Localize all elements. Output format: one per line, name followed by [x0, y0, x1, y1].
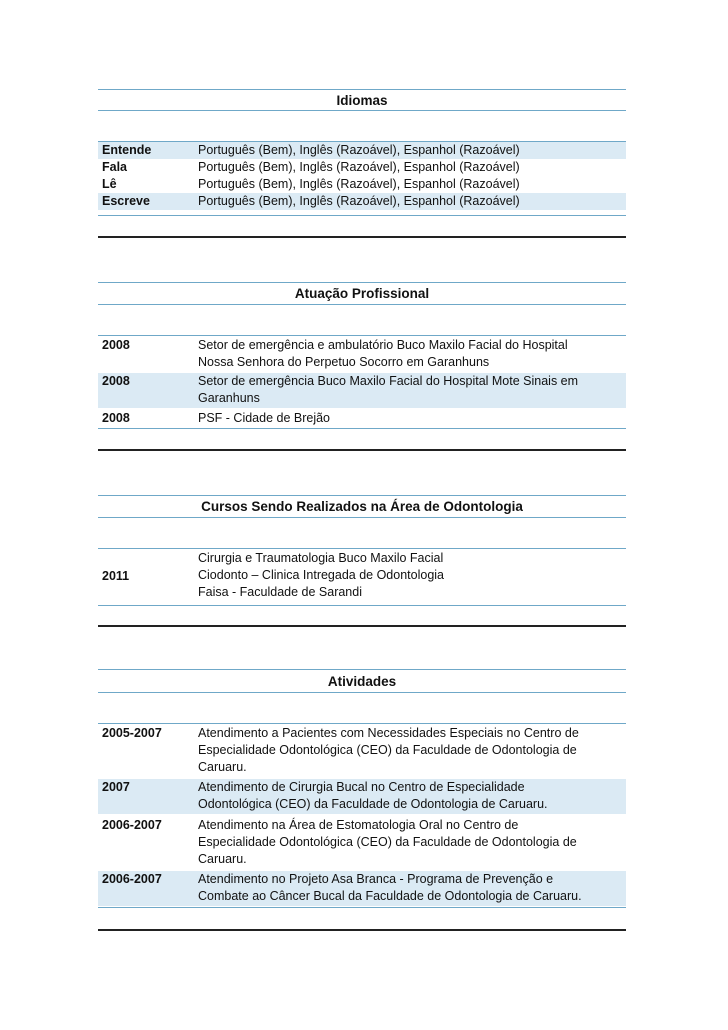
row-value: Português (Bem), Inglês (Razoável), Espanhol (Razoável) [198, 160, 520, 174]
table-row [98, 779, 626, 814]
section-atuacao [98, 278, 626, 454]
table-row [98, 142, 626, 159]
row-label: Escreve [102, 194, 150, 208]
row-line: Caruaru. [198, 760, 247, 774]
row-year: 2008 [102, 374, 130, 388]
table-row [98, 871, 626, 906]
section-title: Atuação Profissional [294, 286, 430, 301]
section-divider [98, 625, 626, 627]
table-row [98, 159, 626, 176]
section-cursos [98, 490, 626, 630]
rule [98, 495, 626, 496]
row-year: 2005-2007 [102, 726, 162, 740]
table-row [98, 373, 626, 408]
row-label: Lê [102, 177, 117, 191]
course-line: Cirurgia e Traumatologia Buco Maxilo Facial [198, 551, 444, 565]
row-line: Especialidade Odontológica (CEO) da Faculdade de Odontologia de [198, 835, 577, 849]
rule [98, 110, 626, 111]
course-line: Ciodonto – Clinica Intregada de Odontologia [198, 568, 445, 582]
rule [98, 282, 626, 283]
course-line: Faisa - Faculdade de Sarandi [198, 585, 362, 599]
table-row [98, 550, 626, 604]
row-value: Português (Bem), Inglês (Razoável), Espanhol (Razoável) [198, 143, 520, 157]
row-line: Especialidade Odontológica (CEO) da Faculdade de Odontologia de [198, 743, 577, 757]
rule [98, 215, 626, 216]
section-title: Idiomas [336, 93, 388, 108]
row-line: Combate ao Câncer Bucal da Faculdade de Odontologia de Caruaru. [198, 889, 582, 903]
row-line: Atendimento na Área de Estomatologia Oral no Centro de [198, 818, 519, 832]
table-row [98, 337, 626, 373]
table-row [98, 176, 626, 193]
row-year: 2011 [102, 569, 130, 583]
row-year: 2008 [102, 338, 130, 352]
row-line: Caruaru. [198, 852, 247, 866]
rule [98, 548, 626, 549]
row-year: 2007 [102, 780, 130, 794]
section-atividades [98, 664, 626, 934]
rule [98, 605, 626, 606]
row-year: 2006-2007 [102, 818, 162, 832]
row-label: Fala [102, 160, 128, 174]
rule [98, 428, 626, 429]
table-row [98, 193, 626, 210]
row-label: Entende [102, 143, 152, 157]
rule [98, 335, 626, 336]
row-year: 2008 [102, 411, 130, 425]
rule [98, 517, 626, 518]
table-row [98, 410, 626, 427]
row-line: Atendimento a Pacientes com Necessidades Especiais no Centro de [198, 726, 579, 740]
row-value: Português (Bem), Inglês (Razoável), Espanhol (Razoável) [198, 177, 520, 191]
rule [98, 723, 626, 724]
rule [98, 907, 626, 908]
rule [98, 89, 626, 90]
rule [98, 304, 626, 305]
section-title: Atividades [327, 674, 397, 689]
section-idiomas [98, 84, 626, 240]
section-divider [98, 236, 626, 238]
row-line: Garanhuns [198, 391, 260, 405]
row-line: Atendimento de Cirurgia Bucal no Centro de Especialidade [198, 780, 525, 794]
section-divider [98, 929, 626, 931]
section-title: Cursos Sendo Realizados na Área de Odontologia [201, 499, 523, 514]
row-line: Setor de emergência Buco Maxilo Facial do Hospital Mote Sinais em [198, 374, 579, 388]
row-line: Atendimento no Projeto Asa Branca - Programa de Prevenção e [198, 872, 554, 886]
row-line: Odontológica (CEO) da Faculdade de Odontologia de Caruaru. [198, 797, 548, 811]
row-line: Setor de emergência e ambulatório Buco Maxilo Facial do Hospital [198, 338, 568, 352]
section-divider [98, 449, 626, 451]
table-row [98, 817, 626, 870]
table-row [98, 725, 626, 778]
rule [98, 669, 626, 670]
row-line: PSF - Cidade de Brejão [198, 411, 331, 425]
row-value: Português (Bem), Inglês (Razoável), Espanhol (Razoável) [198, 194, 520, 208]
row-line: Nossa Senhora do Perpetuo Socorro em Garanhuns [198, 355, 490, 369]
row-year: 2006-2007 [102, 872, 162, 886]
rule [98, 692, 626, 693]
